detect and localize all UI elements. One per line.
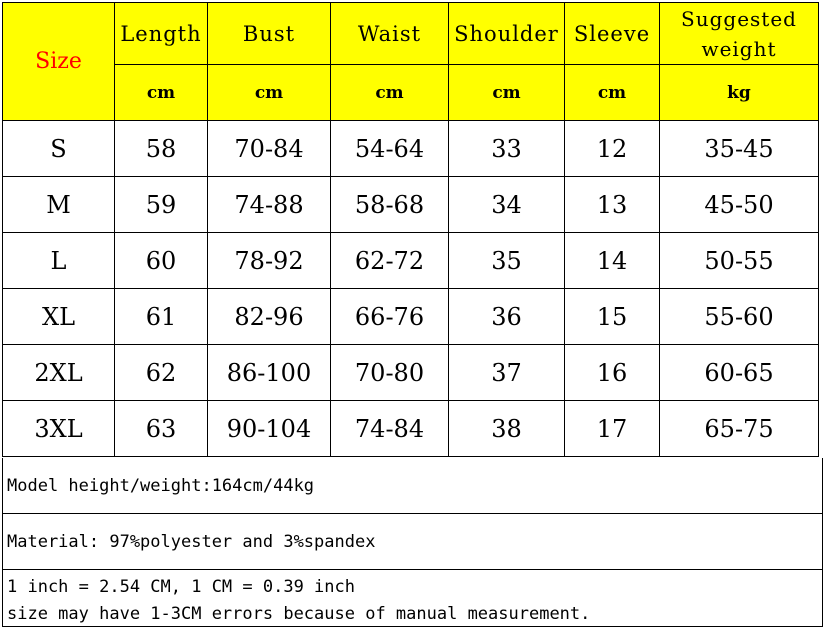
- weight-cell: 55-60: [660, 289, 819, 345]
- size-cell: S: [3, 121, 115, 177]
- length-unit: cm: [115, 65, 208, 121]
- error-note: size may have 1-3CM errors because of manual measurement.: [7, 604, 591, 624]
- shoulder-cell: 34: [449, 177, 565, 233]
- sleeve-cell: 16: [565, 345, 660, 401]
- waist-cell: 74-84: [331, 401, 449, 457]
- waist-cell: 58-68: [331, 177, 449, 233]
- suggested-weight-header: Suggested weight: [660, 3, 819, 65]
- length-cell: 60: [115, 233, 208, 289]
- bust-cell: 78-92: [208, 233, 331, 289]
- size-cell: 3XL: [3, 401, 115, 457]
- weight-cell: 45-50: [660, 177, 819, 233]
- waist-unit: cm: [331, 65, 449, 121]
- size-table: [2, 2, 819, 457]
- bust-cell: 74-88: [208, 177, 331, 233]
- bust-header: Bust: [208, 3, 331, 65]
- size-header: Size: [3, 3, 115, 121]
- material-note: Material: 97%polyester and 3%spandex: [2, 514, 823, 570]
- model-note: Model height/weight:164cm/44kg: [2, 458, 823, 514]
- shoulder-unit: cm: [449, 65, 565, 121]
- sleeve-cell: 12: [565, 121, 660, 177]
- length-cell: 58: [115, 121, 208, 177]
- shoulder-header: Shoulder: [449, 3, 565, 65]
- weight-cell: 60-65: [660, 345, 819, 401]
- shoulder-cell: 36: [449, 289, 565, 345]
- waist-header: Waist: [331, 3, 449, 65]
- sleeve-header: Sleeve: [565, 3, 660, 65]
- sleeve-unit: cm: [565, 65, 660, 121]
- conversion-note-block: [2, 570, 823, 627]
- waist-cell: 54-64: [331, 121, 449, 177]
- bust-cell: 70-84: [208, 121, 331, 177]
- weight-cell: 35-45: [660, 121, 819, 177]
- shoulder-cell: 35: [449, 233, 565, 289]
- size-cell: XL: [3, 289, 115, 345]
- size-cell: 2XL: [3, 345, 115, 401]
- length-cell: 62: [115, 345, 208, 401]
- conversion-note: 1 inch = 2.54 CM, 1 CM = 0.39 inch: [7, 577, 355, 597]
- sleeve-cell: 15: [565, 289, 660, 345]
- size-cell: L: [3, 233, 115, 289]
- waist-cell: 66-76: [331, 289, 449, 345]
- sleeve-cell: 13: [565, 177, 660, 233]
- shoulder-cell: 37: [449, 345, 565, 401]
- length-cell: 63: [115, 401, 208, 457]
- weight-cell: 65-75: [660, 401, 819, 457]
- length-header: Length: [115, 3, 208, 65]
- shoulder-cell: 33: [449, 121, 565, 177]
- weight-cell: 50-55: [660, 233, 819, 289]
- shoulder-cell: 38: [449, 401, 565, 457]
- size-cell: M: [3, 177, 115, 233]
- sleeve-cell: 14: [565, 233, 660, 289]
- bust-unit: cm: [208, 65, 331, 121]
- bust-cell: 82-96: [208, 289, 331, 345]
- waist-cell: 62-72: [331, 233, 449, 289]
- waist-cell: 70-80: [331, 345, 449, 401]
- sleeve-cell: 17: [565, 401, 660, 457]
- bust-cell: 90-104: [208, 401, 331, 457]
- weight-unit: kg: [660, 65, 819, 121]
- bust-cell: 86-100: [208, 345, 331, 401]
- length-cell: 61: [115, 289, 208, 345]
- length-cell: 59: [115, 177, 208, 233]
